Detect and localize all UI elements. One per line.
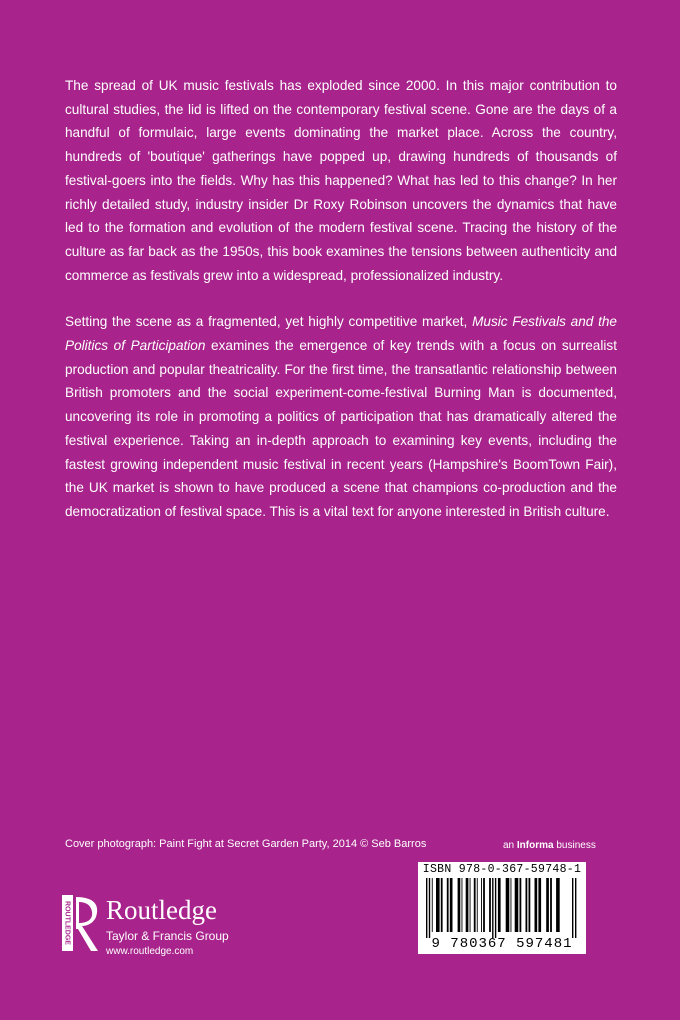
routledge-emblem-icon	[62, 893, 102, 953]
isbn-barcode	[418, 862, 586, 954]
blurb-paragraph-2-start: Setting the scene as a fragmented, yet highly competitive market,	[65, 314, 473, 330]
cover-photo-credit: Cover photograph: Paint Fight at Secret Garden Party, 2014 © Seb Barros	[65, 838, 427, 850]
publisher-group: Taylor & Francis Group	[106, 929, 229, 943]
back-cover-blurb	[65, 74, 617, 547]
ean-number: 9 780367 597481	[431, 936, 573, 952]
blurb-paragraph-1: The spread of UK music festivals has exploded since 2000. In this major contribution to cultural studies, the lid is lifted on the contemporary festival scene. Gone are the days of a handful of formulaic, large events dominating the market place. Across the country, hundreds of 'boutique' gatherings have popped up, drawing hundreds of thousands of festival-goers into the fields. Why has this happened? What has led to this change? In her richly detailed study, industry insider Dr Roxy Robinson uncovers the dynamics that have led to the formation and evolution of the modern festival scene. Tracing the history of the culture as far back as the 1950s, this book examines the tensions between authenticity and commerce as festivals grew into a widespread, professionalized industry.	[65, 78, 617, 283]
routledge-vertical-wordmark: ROUTLEDGE	[63, 901, 71, 945]
informa-suffix: business	[553, 840, 596, 851]
informa-brand: Informa	[516, 840, 554, 851]
blurb-paragraph-2	[65, 310, 617, 523]
blurb-paragraph-2-end: examines the emergence of key trends with a focus on surrealist production and popular theatricality. For the first time, the transatlantic relationship between British promoters and the social experiment-come-festival Burning Man is documented, uncovering its role in promoting a politics of participation that has dramatically altered the festival experience. Taking an in-depth approach to examining key events, including the fastest growing independent music festival in recent years (Hampshire's BoomTown Fair), the UK market is shown to have produced a scene that champions co-production and the democratization of festival space. This is a vital text for anyone interested in British culture.	[65, 338, 617, 519]
publisher-url: www.routledge.com	[106, 946, 194, 957]
barcode-bars	[426, 878, 578, 938]
informa-prefix: an	[503, 840, 517, 851]
book-title: Music Festivals and the Politics of Participation	[65, 314, 617, 354]
routledge-logo	[62, 893, 262, 963]
publisher-name: Routledge	[106, 895, 217, 925]
informa-business-tag	[503, 840, 596, 851]
isbn-label: ISBN 978-0-367-59748-1	[422, 863, 582, 876]
